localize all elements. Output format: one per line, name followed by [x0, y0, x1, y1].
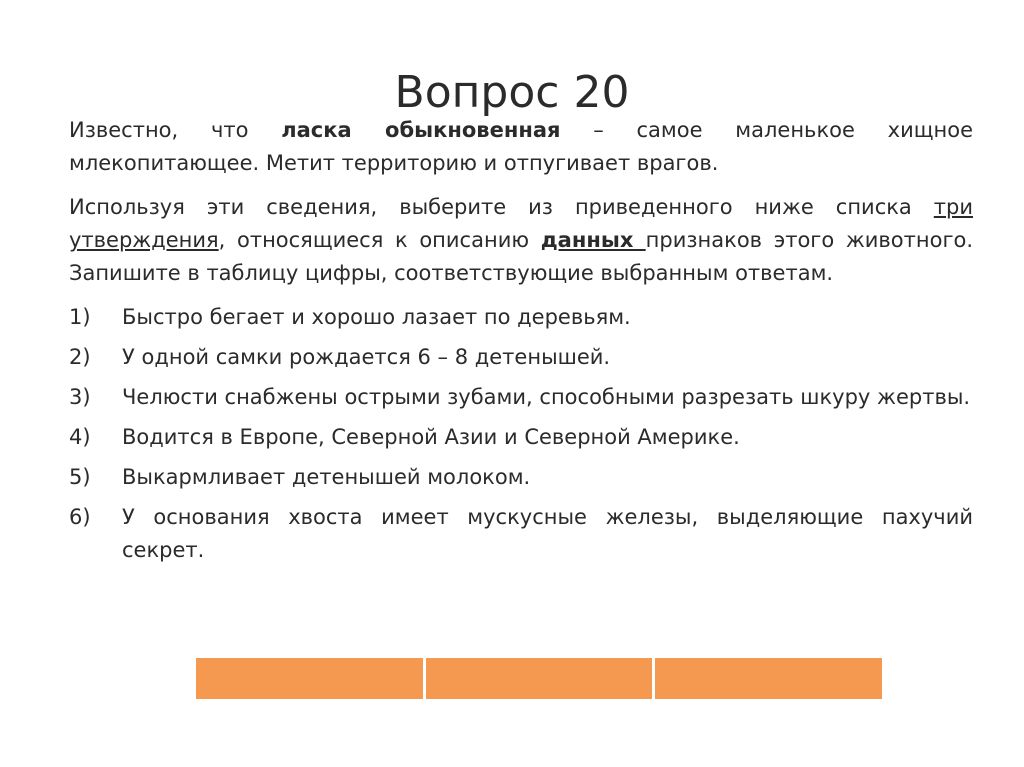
answer-cell-2[interactable] — [425, 658, 654, 699]
option-number: 5) — [69, 465, 91, 489]
option-text: У одной самки рождается 6 – 8 детенышей. — [122, 345, 611, 369]
option-number: 1) — [69, 305, 91, 329]
option-text: Выкармливает детенышей молоком. — [122, 465, 531, 489]
instruction-underlined-count: три утверждения — [69, 195, 973, 252]
instruction-text-1: Используя эти сведения, выберите из приведенного ниже списка — [69, 195, 934, 219]
animal-name: ласка обыкновенная — [281, 118, 561, 142]
option-number: 3) — [69, 385, 91, 409]
intro-text-start: Известно, что — [69, 118, 282, 142]
question-content — [69, 114, 973, 574]
option-text: Быстро бегает и хорошо лазает по деревьям. — [122, 305, 631, 329]
intro-text-end: – самое маленькое хищное млекопитающее. Метит территорию и отпугивает врагов. — [69, 118, 973, 175]
option-item — [69, 461, 973, 494]
answer-table — [196, 658, 882, 699]
option-number: 6) — [69, 505, 91, 529]
option-number: 4) — [69, 425, 91, 449]
instruction-emphasis: данных — [540, 228, 646, 252]
instruction-text-3: признаков этого животного. Запишите в таблицу цифры, соответствующие выбранным ответам. — [69, 228, 974, 285]
option-item — [69, 501, 973, 567]
slide-title: Вопрос 20 — [394, 67, 630, 119]
option-number: 2) — [69, 345, 91, 369]
instruction-paragraph — [69, 191, 973, 290]
options-list — [69, 301, 973, 567]
answer-row — [196, 658, 882, 699]
option-text: Водится в Европе, Северной Азии и Северной Америке. — [122, 425, 740, 449]
intro-paragraph — [69, 114, 973, 180]
answer-cell-3[interactable] — [653, 658, 882, 699]
option-item — [69, 381, 973, 414]
instruction-text-2: , относящиеся к описанию — [218, 228, 541, 252]
option-text: Челюсти снабжены острыми зубами, способными разрезать шкуру жертвы. — [122, 385, 971, 409]
option-text: У основания хвоста имеет мускусные железы, выделяющие пахучий секрет. — [122, 505, 973, 562]
answer-cell-1[interactable] — [196, 658, 425, 699]
option-item — [69, 301, 973, 334]
option-item — [69, 341, 973, 374]
option-item — [69, 421, 973, 454]
